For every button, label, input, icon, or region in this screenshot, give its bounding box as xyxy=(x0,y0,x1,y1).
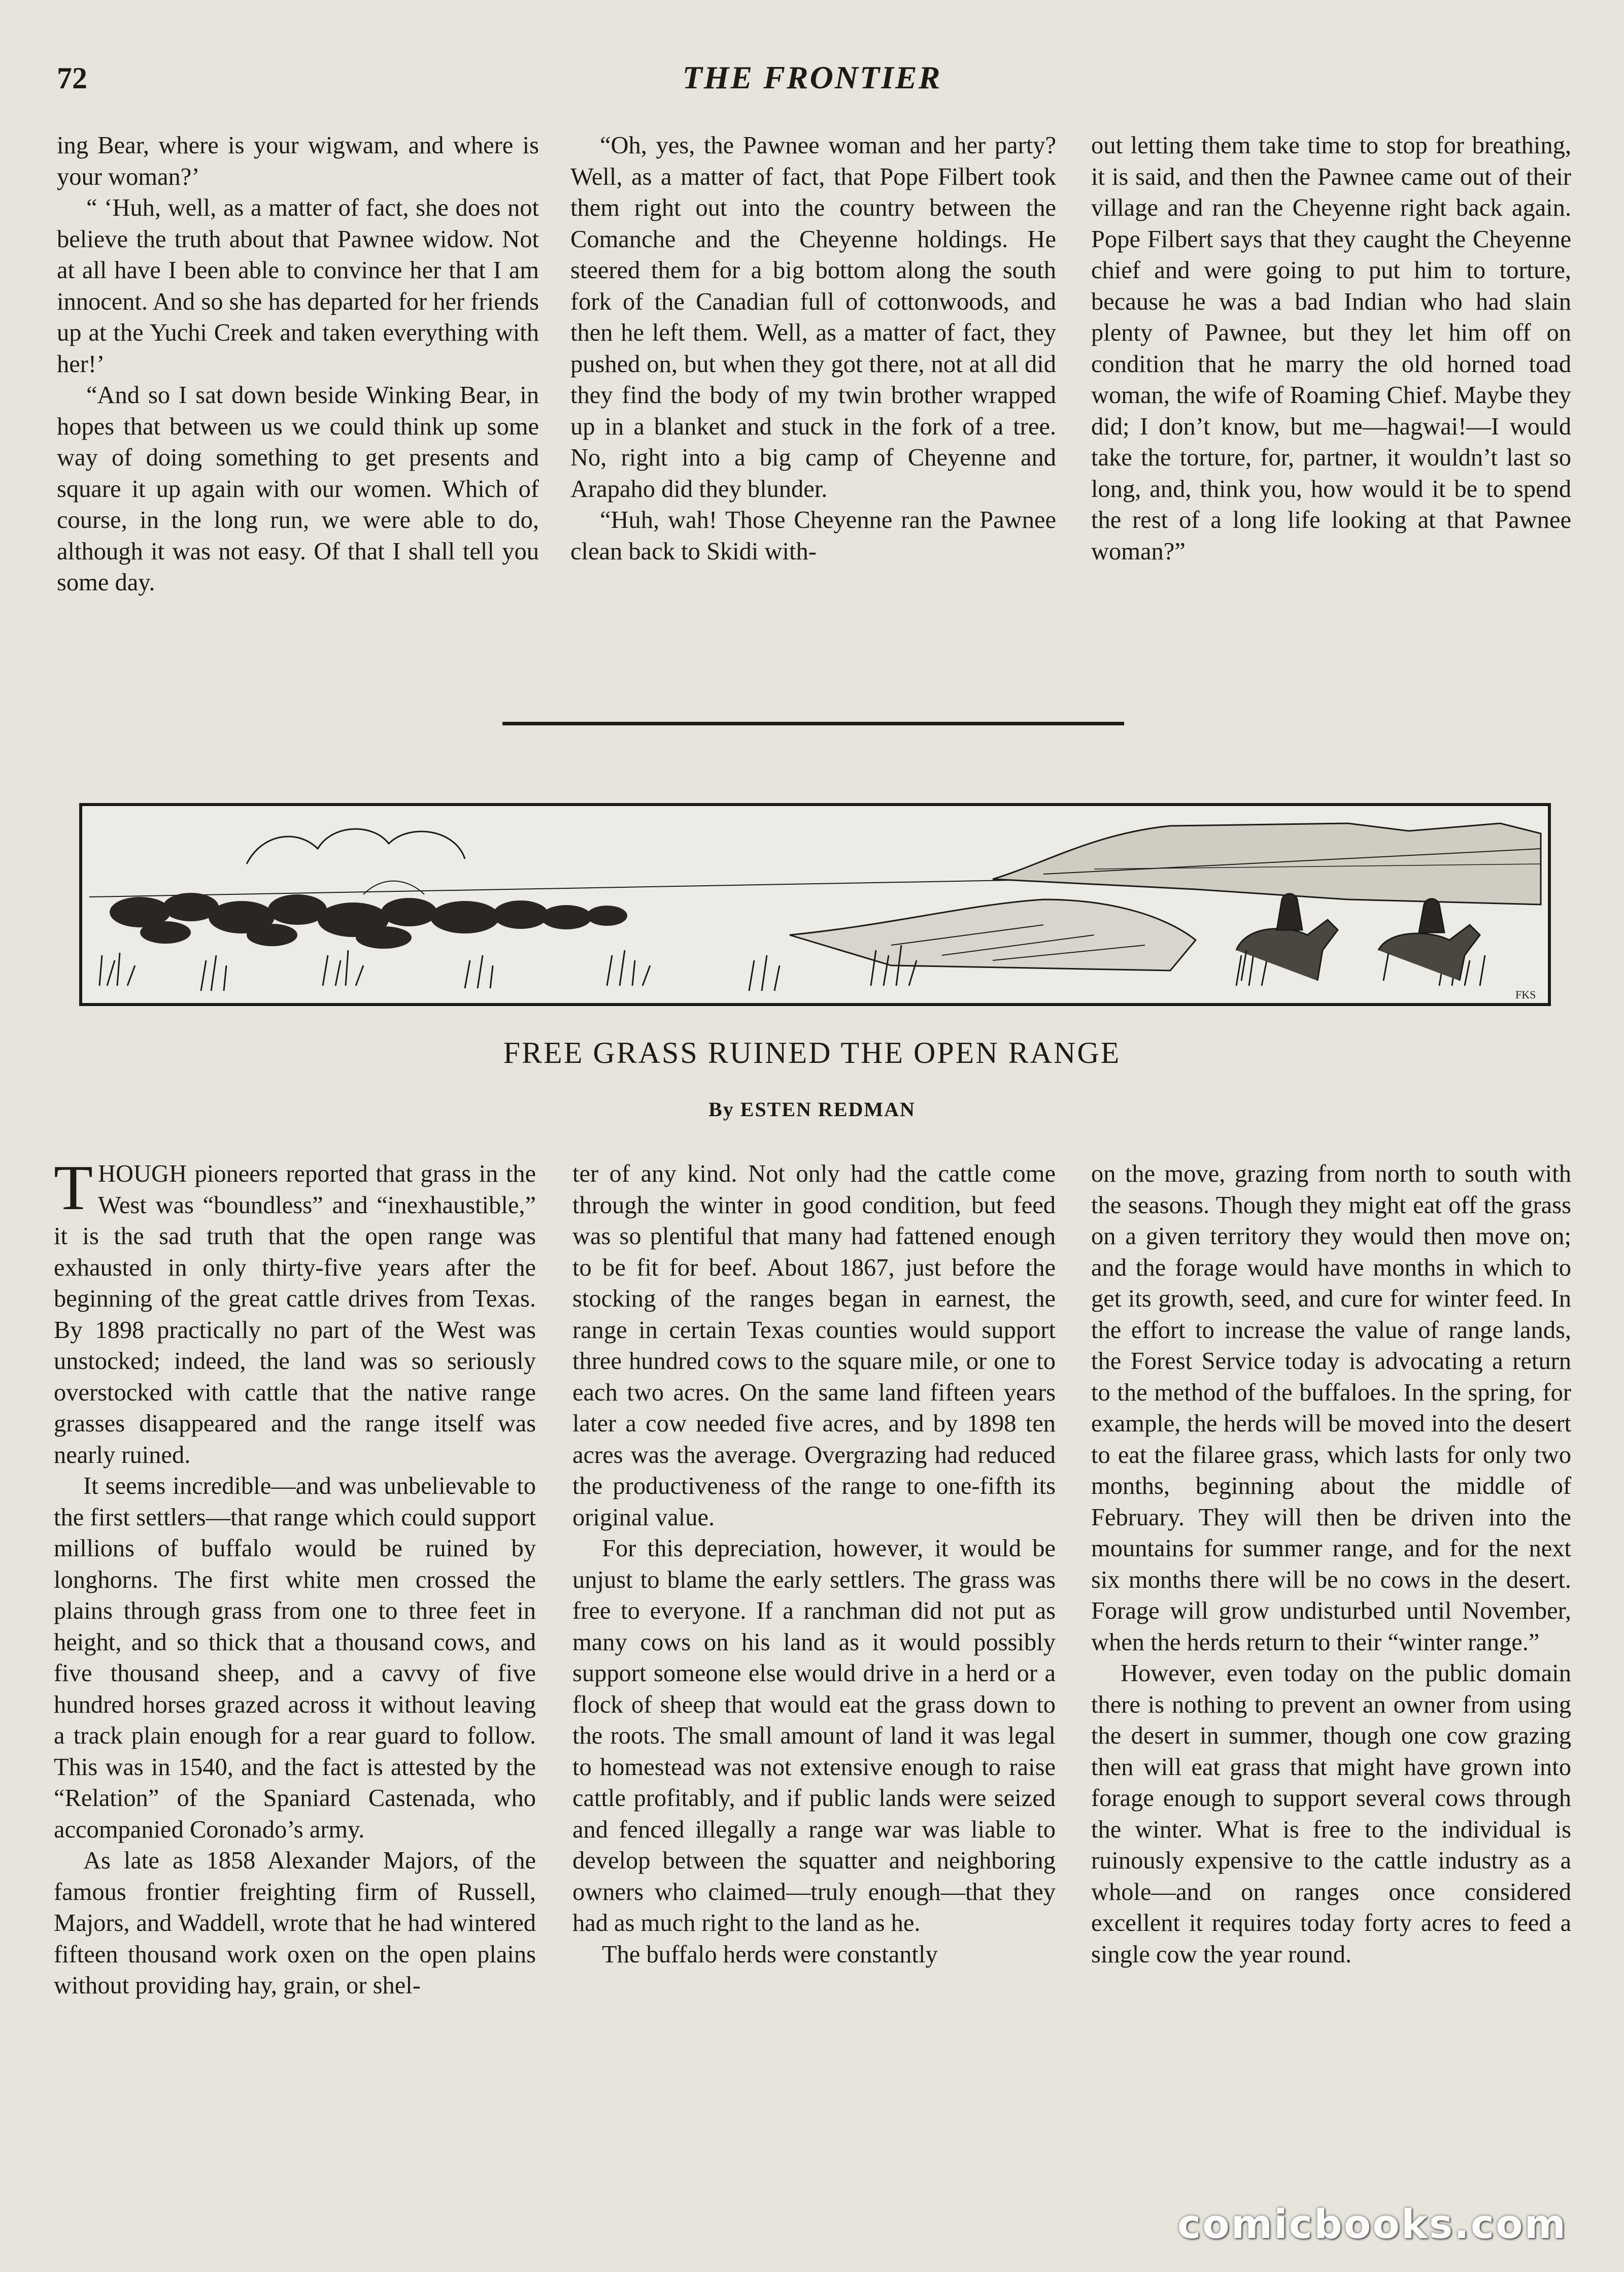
opening-text: HOUGH pioneers reported that grass in the West was “boundless” and “inexhaustible,” it is the sad truth that the open range was exhausted in only thirty-five years after the beginning of the great cattle drives from Texas. By 1898 practically no part of the West was unstocked; indeed, the land was so seriously overstocked with cattle that the native range grasses disappeared and the range itself was nearly ruined. xyxy=(54,1160,536,1468)
article-column-3 xyxy=(1091,1158,1571,1970)
magazine-title: THE FRONTIER xyxy=(682,59,942,95)
paragraph: It seems incredible—and was unbelievable to the first settlers—that range which could support millions of buffalo would be ruined by longhorns. The first white men crossed the plains through grass from one to three feet in height, and so thick that a thousand cows, and five thousand sheep, and a cavvy of five hundred horses grazed across it without leaving a track plain enough for a rear guard to follow. This was in 1540, and the fact is attested by the “Relation” of the Spaniard Castenada, who accompanied Coronado’s army. xyxy=(54,1473,536,1843)
drop-cap: T xyxy=(54,1153,93,1223)
paragraph: on the move, grazing from north to south with the seasons. Though they might eat off the grass on a given territory they would then move on; and the forage would have months in which to get its growth, seed, and cure for winter feed. In the effort to increase the value of range lands, the Forest Service today is advocating a return to the method of the buffaloes. In the spring, for example, the herds will be moved into the desert to eat the filaree grass, which lasts for only two months, beginning about the middle of February. They will then be driven into the mountains for summer range, and for the next six months there will be no cows in the desert. Forage will grow undisturbed until November, when the herds return to their “winter range.” xyxy=(1091,1160,1571,1656)
article-title: FREE GRASS RUINED THE OPEN RANGE xyxy=(503,1036,1121,1070)
page-number: 72 xyxy=(57,61,87,95)
paragraph: ing Bear, where is your wigwam, and where is your woman?’ xyxy=(57,132,539,190)
paragraph: out letting them take time to stop for breathing, it is said, and then the Pawnee came out of their village and ran the Cheyenne right back again. Pope Filbert says that they caught the Cheyenne chief and were going to put him to torture, because he was a bad Indian who had slain plenty of Pawnee, but they let him off on condition that he marry the old horned toad woman, the wife of Roaming Chief. Maybe they did; I don’t know, but me—hagwai!—I would take the torture, for, partner, it wouldn’t last so long, and, think you, how would it be to spend the rest of a long life looking at that Pawnee woman?” xyxy=(1091,132,1571,565)
article-byline: By ESTEN REDMAN xyxy=(708,1098,916,1121)
paragraph: “Huh, wah! Those Cheyenne ran the Pawnee clean back to Skidi with- xyxy=(570,507,1056,565)
previous-story-column-3 xyxy=(1091,130,1571,567)
prairie-buffalo-illustration xyxy=(79,803,1551,1006)
paragraph: ter of any kind. Not only had the cattle come through the winter in good condition, but feed was so plentiful that many had fattened enough to be fit for beef. About 1867, just before the stocking of the ranges began in earnest, the range in certain Texas counties would support three hundred cows to the square mile, or one to each two acres. On the same land fifteen years later a cow needed five acres, and by 1898 ten acres was the average. Overgrazing had reduced the productiveness of the range to one-fifth its original value. xyxy=(572,1160,1056,1531)
paragraph: “And so I sat down beside Winking Bear, in hopes that between us we could think up some way of doing something to get presents and square it up again with our women. Which of course, in the long run, we were able to do, although it was not easy. Of that I shall tell you some day. xyxy=(57,382,539,596)
paragraph: “Oh, yes, the Pawnee woman and her party? Well, as a matter of fact, that Pope Filbert took them right out into the country between the Comanche and the Cheyenne holdings. He steered them for a big bottom along the south fork of the Canadian full of cottonwoods, and then he left them. Well, as a matter of fact, they pushed on, but when they got there, not at all did they find the body of my twin brother wrapped up in a blanket and stuck in the fork of a tree. No, right into a big camp of Cheyenne and Arapaho did they blunder. xyxy=(570,132,1056,503)
paragraph: “ ‘Huh, well, as a matter of fact, she does not believe the truth about that Pawnee widow. Not at all have I been able to convince her that I am innocent. And so she has departed for her friends up at the Yuchi Creek and taken everything with her!’ xyxy=(57,194,539,378)
opening-paragraph xyxy=(54,1153,536,1471)
paragraph: For this depreciation, however, it would be unjust to blame the early settlers. The grass was free to everyone. If a ranchman did not put as many cows on his land as it would possibly support someone else would drive in a herd or a flock of sheep that would eat the grass down to the roots. The small amount of land it was legal to homestead was not extensive enough to raise cattle profitably, and if public lands were seized and fenced illegally a range war was liable to develop between the squatter and neighboring owners who claimed—truly enough—that they had as much right to the land as he. xyxy=(572,1535,1056,1936)
article-column-2 xyxy=(572,1158,1056,1970)
site-watermark: comicbooks.com xyxy=(1177,2202,1567,2248)
artist-signature: FKS xyxy=(1515,988,1536,1001)
previous-story-column-1 xyxy=(57,130,539,598)
paragraph: However, even today on the public domain there is nothing to prevent an owner from using the desert in summer, though one cow grazing then will eat grass that might have grown into forage enough to support several cows through the winter. What is free to the individual is ruinously expensive to the cattle industry as a whole—and on ranges once considered excellent it requires today forty acres to feed a single cow the year round. xyxy=(1091,1660,1571,1968)
previous-story-column-2 xyxy=(570,130,1056,567)
article-column-1 xyxy=(54,1153,536,2001)
paragraph: The buffalo herds were constantly xyxy=(602,1941,938,1968)
section-divider-rule xyxy=(502,722,1124,725)
paragraph: As late as 1858 Alexander Majors, of the famous frontier freighting firm of Russell, Majors, and Waddell, wrote that he had wintered fifteen thousand work oxen on the open plains without providing hay, grain, or shel- xyxy=(54,1847,536,1999)
